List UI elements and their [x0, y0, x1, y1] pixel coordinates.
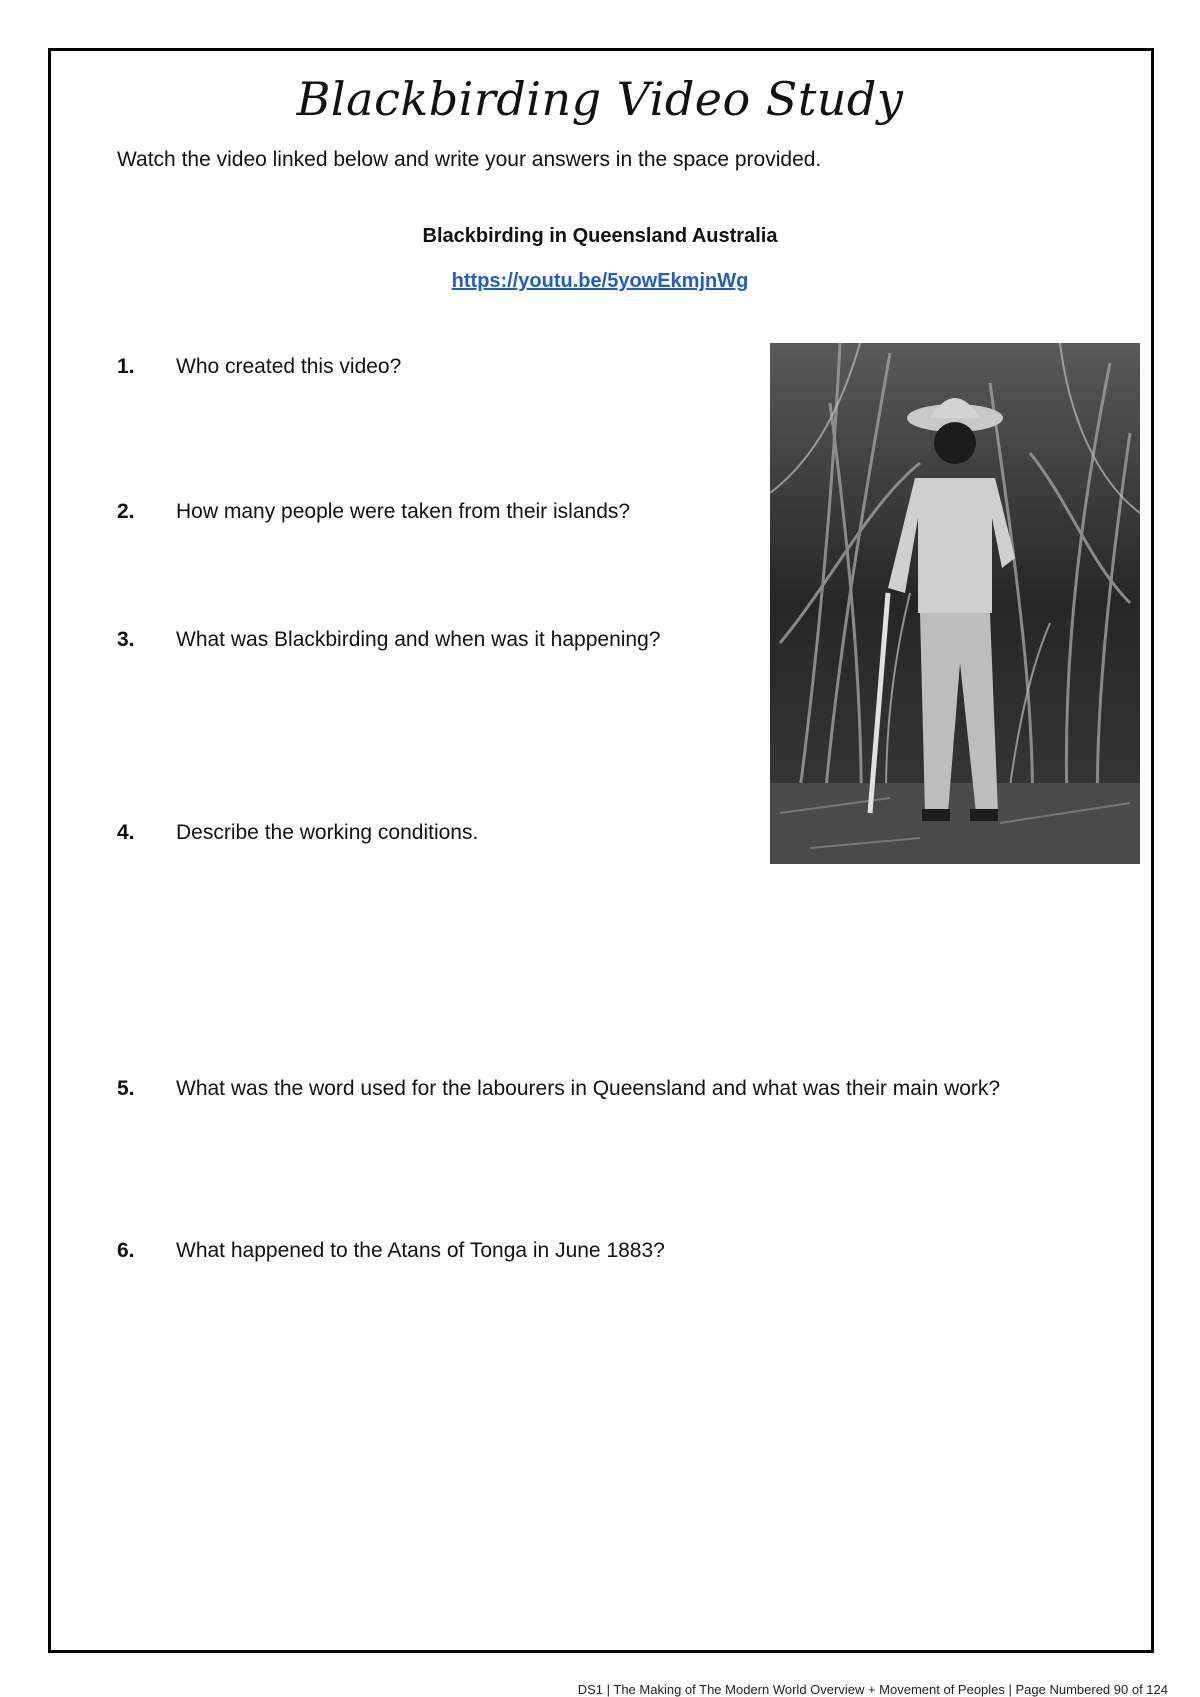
- question-number: 1.: [117, 355, 135, 378]
- video-title: Blackbirding in Queensland Australia: [422, 225, 778, 247]
- video-link[interactable]: https://youtu.be/5yowEkmjnWg: [451, 270, 749, 292]
- question-text: What was Blackbirding and when was it happening?: [176, 628, 661, 651]
- question-number: 4.: [117, 821, 135, 844]
- question-text: Who created this video?: [176, 355, 402, 378]
- page-title: Blackbirding Video Study: [296, 72, 904, 126]
- question-text: Describe the working conditions.: [176, 821, 479, 844]
- labourer-in-cane-field-image: [770, 343, 1140, 864]
- instructions: Watch the video linked below and write your answers in the space provided.: [117, 148, 822, 171]
- question-number: 5.: [117, 1077, 135, 1100]
- page-footer: DS1 | The Making of The Modern World Overview + Movement of Peoples | Page Numbered 90 of 124: [577, 1682, 1168, 1697]
- question-number: 3.: [117, 628, 135, 651]
- question-number: 2.: [117, 500, 135, 523]
- question-text: What was the word used for the labourers in Queensland and what was their main work?: [176, 1077, 1001, 1100]
- question-number: 6.: [117, 1239, 135, 1262]
- historical-photo: [770, 343, 1140, 864]
- question-text: What happened to the Atans of Tonga in June 1883?: [176, 1239, 665, 1262]
- question-text: How many people were taken from their islands?: [176, 500, 631, 523]
